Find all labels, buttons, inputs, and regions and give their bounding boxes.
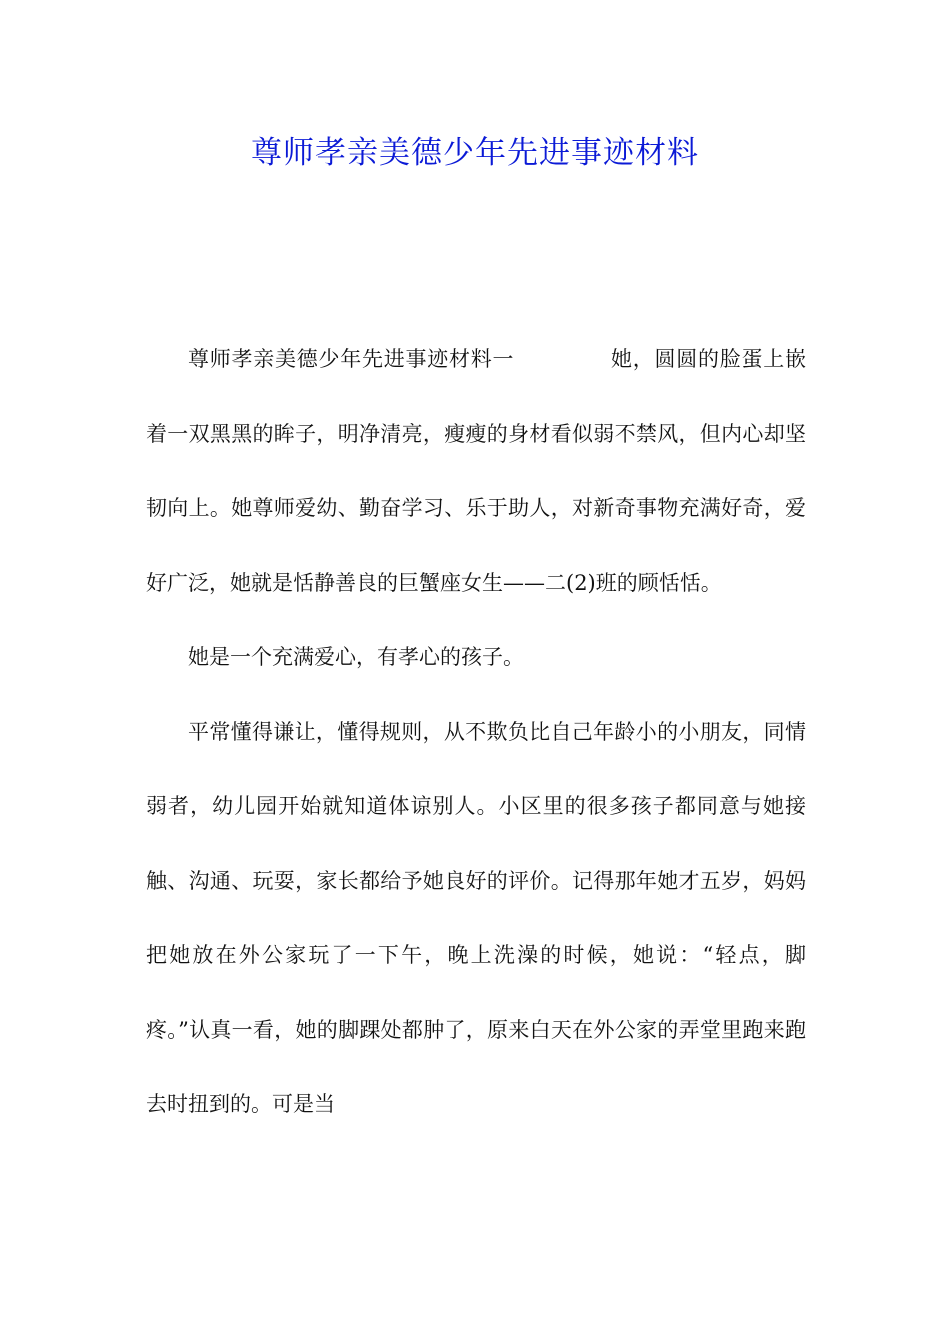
paragraph-text: 她，圆圆的脸蛋上嵌着一双黑黑的眸子，明净清亮，瘦瘦的身材看似弱不禁风，但内心却坚韧向上。她尊师爱幼、勤奋学习、乐于助人，对新奇事物充满好奇，爱好广泛，她就是恬静善良的巨蟹座女生——二(2)班的顾恬恬。 xyxy=(146,347,806,595)
document-body xyxy=(146,322,806,1142)
paragraph-lead: 尊师孝亲美德少年先进事迹材料一 xyxy=(188,347,515,371)
paragraph-2: 她是一个充满爱心，有孝心的孩子。 xyxy=(188,645,524,669)
document-title: 尊师孝亲美德少年先进事迹材料 xyxy=(251,135,699,171)
paragraph-3: 平常懂得谦让，懂得规则，从不欺负比自己年龄小的小朋友，同情弱者，幼儿园开始就知道体谅别人。小区里的很多孩子都同意与她接触、沟通、玩耍，家长都给予她良好的评价。记得那年她才五岁，妈妈把她放在外公家玩了一下午，晚上洗澡的时候，她说：“轻点，脚疼。”认真一看，她的脚踝处都肿了，原来白天在外公家的弄堂里跑来跑去时扭到的。可是当 xyxy=(146,719,806,1116)
paragraph-1 xyxy=(146,322,806,620)
